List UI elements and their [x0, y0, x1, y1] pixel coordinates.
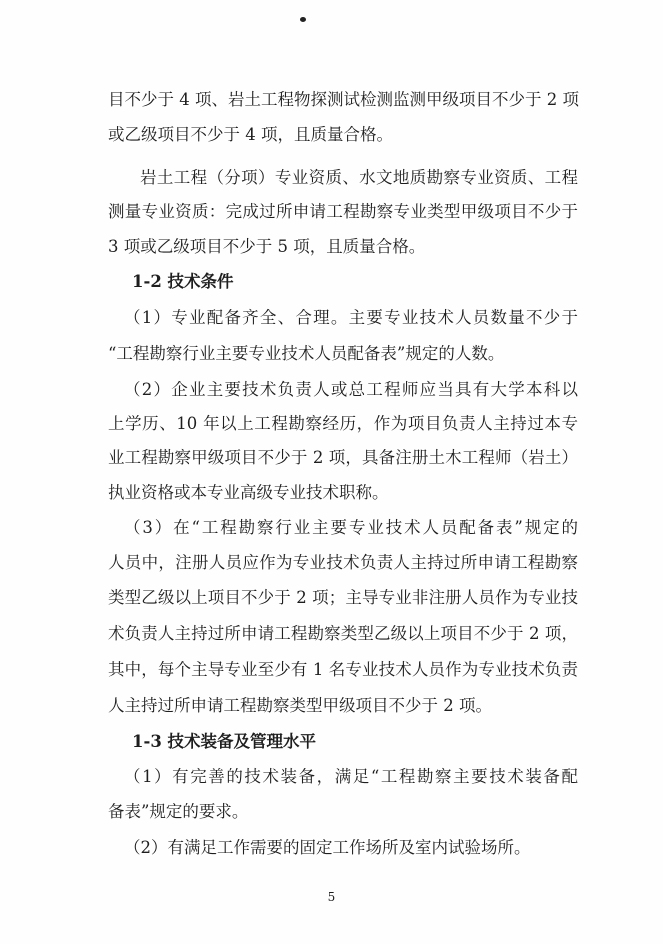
text-line: （2）有满足工作需要的固定工作场所及室内试验场所。 [124, 838, 531, 857]
text-line: 执业资格或本专业高级专业技术职称。 [108, 483, 389, 502]
text-line: （1）有完善的技术装备，满足“工程勘察主要技术装备配 [124, 767, 578, 786]
text-line: （3）在“工程勘察行业主要专业技术人员配备表”规定的 [124, 518, 578, 537]
text-line: 上学历、10 年以上工程勘察经历，作为项目负责人主持过本专 [108, 414, 578, 433]
text-line: 业工程勘察甲级项目不少于 2 项，具备注册土木工程师（岩土） [108, 448, 578, 467]
text-line: 其中，每个主导专业至少有 1 名专业技术人员作为专业技术负责 [108, 660, 578, 679]
text-line: （2）企业主要技术负责人或总工程师应当具有大学本科以 [124, 380, 578, 399]
text-line: 目不少于 4 项、岩土工程物探测试检测监测甲级项目不少于 2 项 [108, 90, 579, 109]
text-line: （1）专业配备齐全、合理。主要专业技术人员数量不少于 [124, 308, 578, 327]
text-line: 人员中，注册人员应作为专业技术负责人主持过所申请工程勘察 [108, 553, 578, 572]
scan-mark [300, 17, 306, 22]
text-line: 测量专业资质：完成过所申请工程勘察专业类型甲级项目不少于 [108, 202, 578, 221]
text-line: 岩土工程（分项）专业资质、水文地质勘察专业资质、工程 [140, 168, 578, 187]
section-heading: 1-2 技术条件 [132, 272, 234, 291]
text-line: 备表”规定的要求。 [108, 802, 249, 821]
text-line: “工程勘察行业主要专业技术人员配备表”规定的人数。 [108, 344, 505, 363]
text-line: 类型乙级以上项目不少于 2 项；主导专业非注册人员作为专业技 [108, 588, 578, 607]
text-line: 人主持过所申请工程勘察类型甲级项目不少于 2 项。 [108, 696, 492, 715]
section-heading: 1-3 技术装备及管理水平 [132, 732, 317, 751]
text-line: 或乙级项目不少于 4 项，且质量合格。 [108, 125, 393, 144]
text-line: 3 项或乙级项目不少于 5 项，且质量合格。 [108, 237, 426, 256]
text-line: 术负责人主持过所申请工程勘察类型乙级以上项目不少于 2 项， [108, 624, 578, 643]
page-number: 5 [327, 890, 336, 904]
